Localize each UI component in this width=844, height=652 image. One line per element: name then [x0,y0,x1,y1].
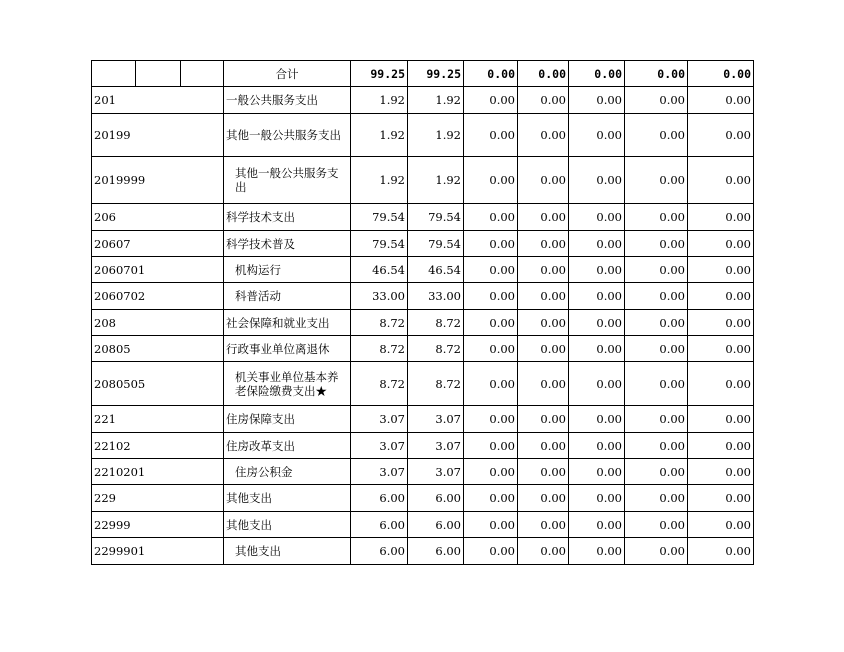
amount-cell: 0.00 [569,257,625,283]
amount-cell: 33.00 [351,283,408,310]
amount-cell: 0.00 [518,157,569,204]
subject-name: 社会保障和就业支出 [224,310,351,336]
table-row [92,204,754,231]
table-row [92,87,754,114]
amount-cell: 6.00 [351,512,408,538]
table-row [92,310,754,336]
amount-cell: 0.00 [569,362,625,406]
table-body [92,61,754,565]
amount-cell: 1.92 [351,87,408,114]
subject-code: 2060701 [92,257,224,283]
amount-cell: 8.72 [351,336,408,362]
code-cell-a [92,61,136,87]
amount-cell: 0.00 [625,406,688,433]
amount-cell: 0.00 [688,512,754,538]
amount-cell: 0.00 [569,204,625,231]
amount-cell: 0.00 [518,459,569,485]
amount-cell: 0.00 [569,157,625,204]
table-row [92,114,754,157]
subject-name: 行政事业单位离退休 [224,336,351,362]
subject-name: 其他支出 [224,512,351,538]
amount-cell: 0.00 [688,157,754,204]
subject-name: 机关事业单位基本养老保险缴费支出★ [224,362,351,406]
subject-code: 206 [92,204,224,231]
amount-cell: 0.00 [625,114,688,157]
amount-cell: 1.92 [408,87,464,114]
amount-cell: 3.07 [351,459,408,485]
amount-cell: 0.00 [625,433,688,459]
amount-cell: 0.00 [688,538,754,565]
amount-cell: 0.00 [688,310,754,336]
total-value: 99.25 [351,61,408,87]
amount-cell: 0.00 [464,310,518,336]
amount-cell: 0.00 [464,406,518,433]
amount-cell: 0.00 [518,204,569,231]
subject-name: 住房改革支出 [224,433,351,459]
table-row [92,512,754,538]
amount-cell: 0.00 [625,459,688,485]
amount-cell: 0.00 [688,433,754,459]
subject-code: 201 [92,87,224,114]
amount-cell: 8.72 [408,310,464,336]
amount-cell: 0.00 [688,362,754,406]
amount-cell: 8.72 [408,336,464,362]
subject-name: 科学技术普及 [224,231,351,257]
subject-name: 住房公积金 [224,459,351,485]
amount-cell: 0.00 [625,310,688,336]
amount-cell: 0.00 [625,485,688,512]
total-value: 0.00 [625,61,688,87]
total-value: 0.00 [688,61,754,87]
amount-cell: 0.00 [688,114,754,157]
subject-code: 221 [92,406,224,433]
amount-cell: 0.00 [464,538,518,565]
amount-cell: 0.00 [464,257,518,283]
amount-cell: 1.92 [408,114,464,157]
amount-cell: 0.00 [569,485,625,512]
amount-cell: 0.00 [518,485,569,512]
amount-cell: 8.72 [351,362,408,406]
amount-cell: 46.54 [408,257,464,283]
amount-cell: 0.00 [688,204,754,231]
amount-cell: 0.00 [688,283,754,310]
table-row [92,485,754,512]
total-value: 0.00 [518,61,569,87]
table-row [92,257,754,283]
subject-name: 其他一般公共服务支出 [224,157,351,204]
subject-code: 2019999 [92,157,224,204]
amount-cell: 0.00 [464,459,518,485]
subject-code: 2080505 [92,362,224,406]
code-cell-b [136,61,181,87]
amount-cell: 79.54 [351,231,408,257]
amount-cell: 0.00 [688,459,754,485]
amount-cell: 0.00 [518,87,569,114]
table-row [92,336,754,362]
amount-cell: 3.07 [351,406,408,433]
amount-cell: 0.00 [464,114,518,157]
amount-cell: 6.00 [408,512,464,538]
amount-cell: 0.00 [688,485,754,512]
amount-cell: 0.00 [464,204,518,231]
subject-code: 20805 [92,336,224,362]
amount-cell: 1.92 [408,157,464,204]
amount-cell: 0.00 [518,336,569,362]
amount-cell: 0.00 [625,538,688,565]
table-row [92,157,754,204]
subject-name: 科普活动 [224,283,351,310]
amount-cell: 0.00 [625,231,688,257]
subject-name: 其他支出 [224,485,351,512]
amount-cell: 0.00 [569,231,625,257]
subject-code: 2299901 [92,538,224,565]
amount-cell: 0.00 [688,406,754,433]
amount-cell: 0.00 [518,512,569,538]
amount-cell: 0.00 [464,512,518,538]
amount-cell: 0.00 [625,157,688,204]
amount-cell: 3.07 [408,433,464,459]
table-row [92,231,754,257]
amount-cell: 0.00 [464,157,518,204]
table-row [92,362,754,406]
amount-cell: 33.00 [408,283,464,310]
amount-cell: 0.00 [569,459,625,485]
amount-cell: 0.00 [625,204,688,231]
amount-cell: 0.00 [625,336,688,362]
budget-expenditure-table [91,60,754,565]
subject-name: 住房保障支出 [224,406,351,433]
subject-code: 20607 [92,231,224,257]
amount-cell: 0.00 [464,283,518,310]
amount-cell: 8.72 [408,362,464,406]
amount-cell: 79.54 [351,204,408,231]
amount-cell: 0.00 [569,283,625,310]
amount-cell: 0.00 [688,87,754,114]
amount-cell: 0.00 [518,114,569,157]
amount-cell: 0.00 [518,362,569,406]
amount-cell: 1.92 [351,114,408,157]
amount-cell: 0.00 [464,433,518,459]
subject-code: 22999 [92,512,224,538]
amount-cell: 0.00 [688,231,754,257]
amount-cell: 0.00 [569,406,625,433]
total-row [92,61,754,87]
amount-cell: 0.00 [464,362,518,406]
amount-cell: 3.07 [351,433,408,459]
table-row [92,538,754,565]
amount-cell: 0.00 [625,283,688,310]
amount-cell: 79.54 [408,231,464,257]
subject-code: 20199 [92,114,224,157]
subject-code: 2060702 [92,283,224,310]
amount-cell: 0.00 [569,336,625,362]
subject-code: 22102 [92,433,224,459]
amount-cell: 0.00 [569,310,625,336]
amount-cell: 0.00 [464,336,518,362]
amount-cell: 0.00 [518,406,569,433]
amount-cell: 0.00 [688,336,754,362]
amount-cell: 0.00 [625,87,688,114]
amount-cell: 79.54 [408,204,464,231]
amount-cell: 0.00 [518,257,569,283]
amount-cell: 0.00 [625,512,688,538]
amount-cell: 0.00 [569,87,625,114]
amount-cell: 46.54 [351,257,408,283]
amount-cell: 0.00 [464,87,518,114]
total-value: 0.00 [569,61,625,87]
amount-cell: 0.00 [518,231,569,257]
amount-cell: 8.72 [351,310,408,336]
amount-cell: 0.00 [625,257,688,283]
amount-cell: 0.00 [569,512,625,538]
amount-cell: 0.00 [518,538,569,565]
subject-name: 其他支出 [224,538,351,565]
amount-cell: 0.00 [569,538,625,565]
amount-cell: 0.00 [518,433,569,459]
subject-code: 2210201 [92,459,224,485]
total-value: 0.00 [464,61,518,87]
amount-cell: 0.00 [569,114,625,157]
amount-cell: 0.00 [518,283,569,310]
amount-cell: 6.00 [351,538,408,565]
subject-name: 一般公共服务支出 [224,87,351,114]
amount-cell: 0.00 [569,433,625,459]
amount-cell: 0.00 [625,362,688,406]
amount-cell: 0.00 [464,231,518,257]
amount-cell: 1.92 [351,157,408,204]
amount-cell: 6.00 [408,485,464,512]
subject-name: 科学技术支出 [224,204,351,231]
code-cell-c [181,61,224,87]
amount-cell: 0.00 [518,310,569,336]
table-row [92,459,754,485]
subject-code: 208 [92,310,224,336]
amount-cell: 3.07 [408,459,464,485]
amount-cell: 0.00 [688,257,754,283]
amount-cell: 0.00 [464,485,518,512]
table-row [92,406,754,433]
subject-name: 其他一般公共服务支出 [224,114,351,157]
total-label: 合计 [224,61,351,87]
amount-cell: 6.00 [408,538,464,565]
amount-cell: 3.07 [408,406,464,433]
table-row [92,433,754,459]
total-value: 99.25 [408,61,464,87]
subject-code: 229 [92,485,224,512]
amount-cell: 6.00 [351,485,408,512]
subject-name: 机构运行 [224,257,351,283]
table-row [92,283,754,310]
